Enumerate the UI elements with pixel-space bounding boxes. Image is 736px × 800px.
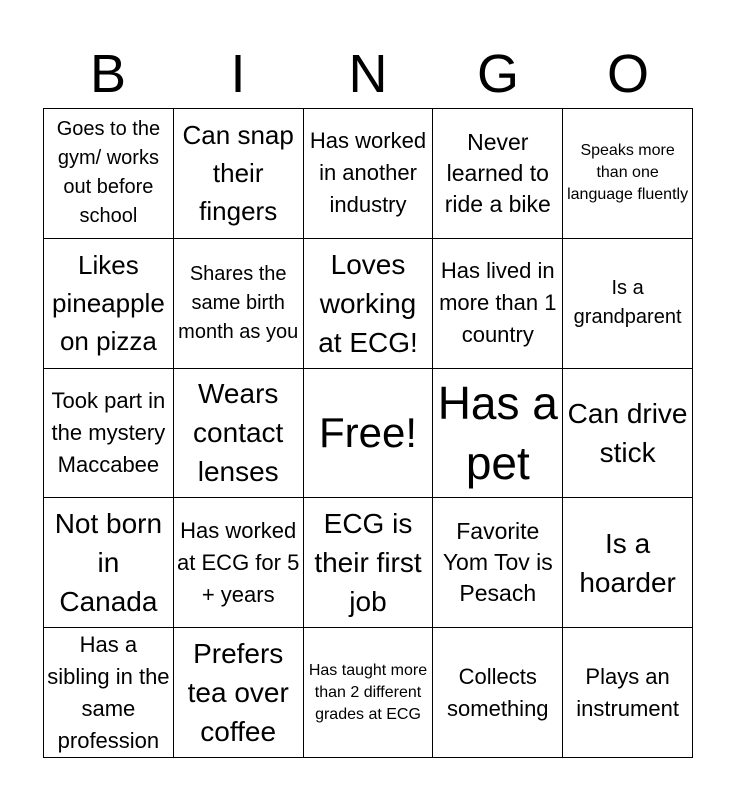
bingo-cell[interactable]: Has lived in more than 1 country (433, 239, 563, 369)
header-letter-g: G (476, 44, 519, 104)
header-letter-i: I (230, 44, 246, 104)
bingo-grid (43, 108, 693, 758)
bingo-cell[interactable]: Collects something (433, 628, 563, 758)
free-space-cell[interactable]: Free! (304, 369, 434, 499)
bingo-cell[interactable]: Has worked at ECG for 5 + years (174, 498, 304, 628)
bingo-cell[interactable]: Has taught more than 2 different grades at ECG (304, 628, 434, 758)
bingo-cell[interactable]: Is a hoarder (563, 498, 693, 628)
bingo-header (43, 40, 693, 108)
header-letter-b: B (89, 44, 127, 104)
bingo-cell[interactable]: Can snap their fingers (174, 109, 304, 239)
bingo-cell[interactable]: Has a pet (433, 369, 563, 499)
bingo-cell[interactable]: Loves working at ECG! (304, 239, 434, 369)
bingo-cell[interactable]: Prefers tea over coffee (174, 628, 304, 758)
bingo-cell[interactable]: Can drive stick (563, 369, 693, 499)
bingo-cell[interactable]: Likes pineapple on pizza (44, 239, 174, 369)
bingo-cell[interactable]: Has worked in another industry (304, 109, 434, 239)
bingo-cell[interactable]: Is a grandparent (563, 239, 693, 369)
bingo-cell[interactable]: Not born in Canada (44, 498, 174, 628)
bingo-cell[interactable]: Has a sibling in the same profession (44, 628, 174, 758)
bingo-cell[interactable]: Wears contact lenses (174, 369, 304, 499)
bingo-cell[interactable]: Speaks more than one language fluently (563, 109, 693, 239)
header-letter-o: O (606, 44, 649, 104)
bingo-cell[interactable]: Plays an instrument (563, 628, 693, 758)
bingo-cell[interactable]: Goes to the gym/ works out before school (44, 109, 174, 239)
bingo-cell[interactable]: Took part in the mystery Maccabee (44, 369, 174, 499)
bingo-cell[interactable]: Favorite Yom Tov is Pesach (433, 498, 563, 628)
bingo-cell[interactable]: ECG is their first job (304, 498, 434, 628)
header-letter-n: N (348, 44, 388, 104)
bingo-cell[interactable]: Shares the same birth month as you (174, 239, 304, 369)
bingo-cell[interactable]: Never learned to ride a bike (433, 109, 563, 239)
